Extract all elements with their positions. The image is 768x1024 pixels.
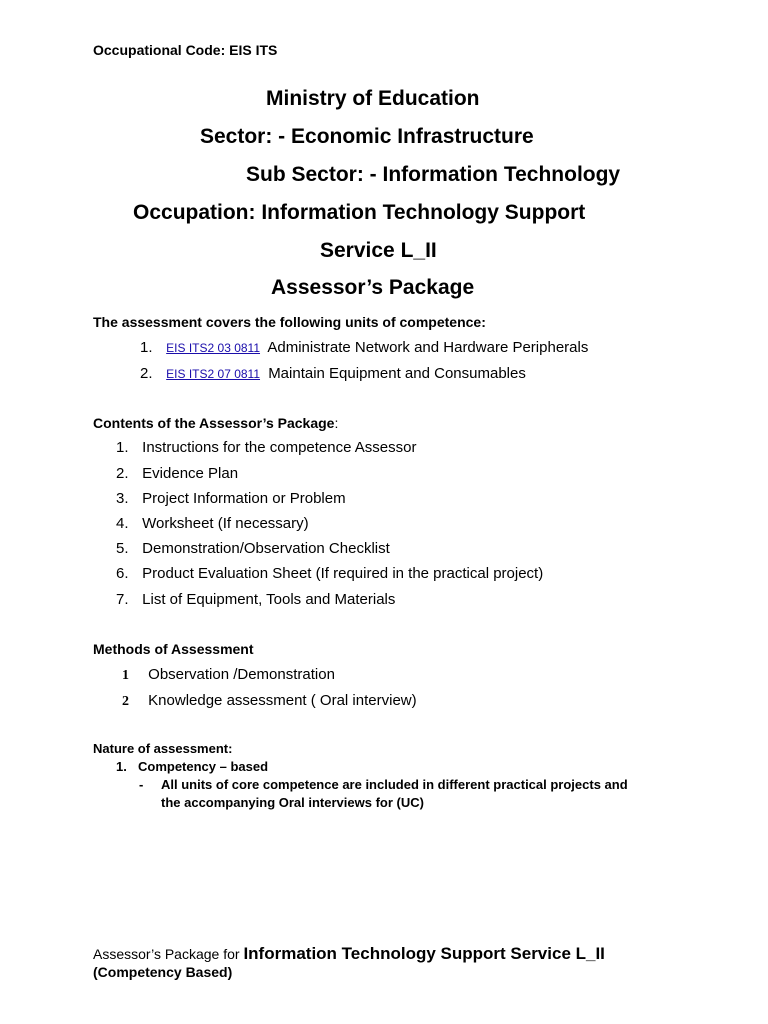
package-title: Assessor’s Package <box>271 276 475 299</box>
sector-title: Sector: - Economic Infrastructure <box>200 125 534 148</box>
contents-number: 5. <box>116 540 129 557</box>
unit-label: Maintain Equipment and Consumables <box>268 365 526 382</box>
method-number: 2 <box>122 694 129 709</box>
nature-bullet-line-1: All units of core competence are included in different practical projects and <box>161 777 628 792</box>
contents-section-title <box>93 415 338 431</box>
contents-label: Project Information or Problem <box>142 490 346 507</box>
unit-code-link[interactable]: EIS ITS2 03 0811 <box>166 341 261 355</box>
contents-number: 3. <box>116 490 129 507</box>
contents-number: 2. <box>116 465 129 482</box>
unit-number: 1. <box>140 339 153 356</box>
ministry-title: Ministry of Education <box>266 87 480 110</box>
footer-prefix: Assessor’s Package for <box>93 946 244 962</box>
contents-title-text: Contents of the Assessor’s Package <box>93 415 335 431</box>
nature-section-title: Nature of assessment: <box>93 741 233 756</box>
contents-label: Product Evaluation Sheet (If required in the practical project) <box>142 565 544 582</box>
contents-number: 4. <box>116 515 129 532</box>
unit-item <box>140 339 588 356</box>
contents-title-colon: : <box>334 415 339 431</box>
contents-item <box>116 490 346 507</box>
method-number: 1 <box>122 668 129 683</box>
nature-item-number: 1. <box>116 759 127 774</box>
nature-item <box>116 759 268 774</box>
method-label: Knowledge assessment ( Oral interview) <box>148 692 417 709</box>
contents-label: Demonstration/Observation Checklist <box>142 540 390 557</box>
contents-item <box>116 439 416 456</box>
unit-number: 2. <box>140 365 153 382</box>
occupational-code: Occupational Code: EIS ITS <box>93 42 278 58</box>
unit-item <box>140 365 526 382</box>
methods-section-title: Methods of Assessment <box>93 641 254 657</box>
nature-bullet-dash: - <box>139 777 144 792</box>
contents-label: Evidence Plan <box>142 465 239 482</box>
method-item <box>122 666 335 684</box>
contents-number: 6. <box>116 565 129 582</box>
contents-item <box>116 565 543 582</box>
contents-item <box>116 465 238 482</box>
level-title: Service L_II <box>320 239 437 262</box>
contents-number: 7. <box>116 591 129 608</box>
contents-item <box>116 591 395 608</box>
nature-bullet-line-2: the accompanying Oral interviews for (UC) <box>161 795 424 810</box>
contents-item <box>116 540 390 557</box>
contents-item <box>116 515 309 532</box>
unit-label: Administrate Network and Hardware Peripherals <box>267 339 589 356</box>
footer-subtitle: (Competency Based) <box>93 964 233 980</box>
contents-number: 1. <box>116 439 129 456</box>
contents-label: List of Equipment, Tools and Materials <box>142 591 396 608</box>
nature-item-label: Competency – based <box>138 759 269 774</box>
units-section-title: The assessment covers the following units of competence: <box>93 314 486 330</box>
contents-label: Worksheet (If necessary) <box>142 515 309 532</box>
occupation-title: Occupation: Information Technology Support <box>133 201 586 224</box>
method-label: Observation /Demonstration <box>148 666 335 683</box>
unit-code-link[interactable]: EIS ITS2 07 0811 <box>166 367 261 381</box>
footer-title: Information Technology Support Service L_II <box>243 944 605 963</box>
page-footer <box>93 944 605 964</box>
method-item <box>122 692 417 710</box>
contents-label: Instructions for the competence Assessor <box>142 439 417 456</box>
sub-sector-title: Sub Sector: - Information Technology <box>246 163 621 186</box>
